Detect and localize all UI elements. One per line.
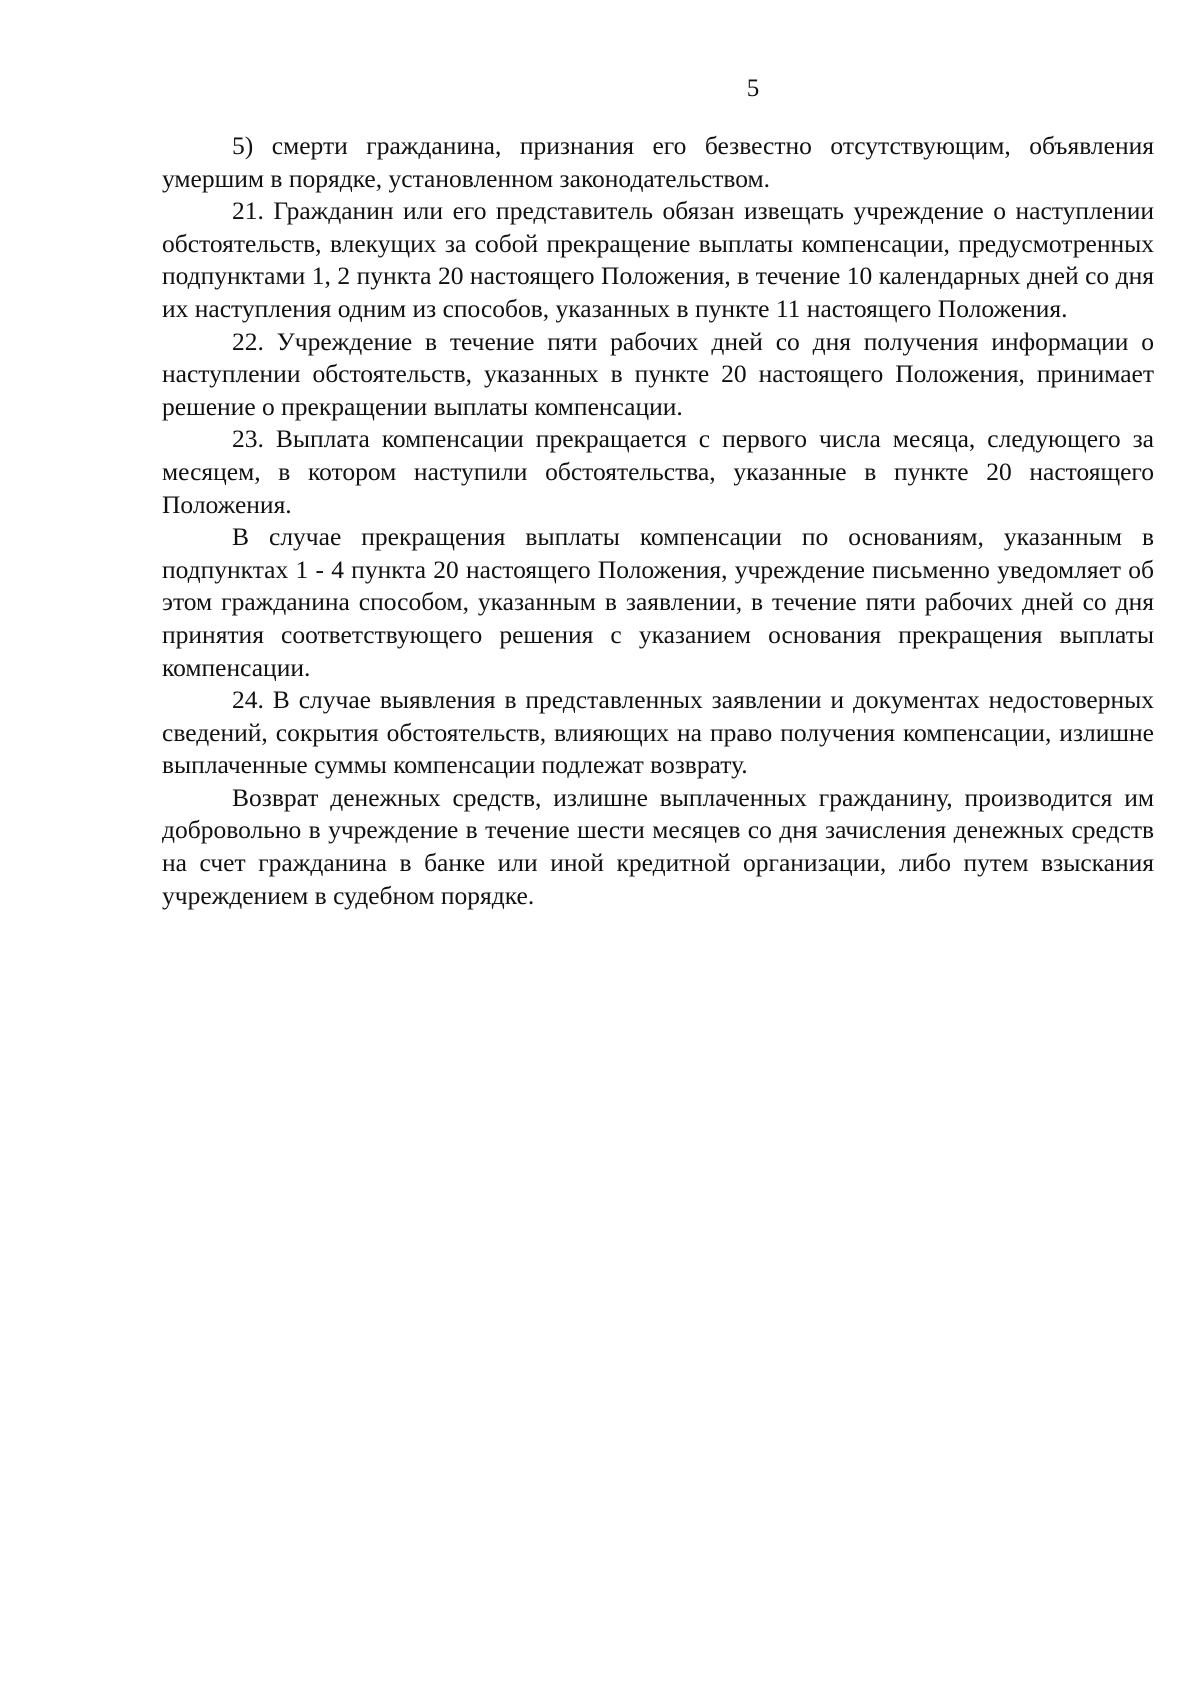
paragraph-refund: Возврат денежных средств, излишне выплаченных гражданину, производится им добровольно в учреждение в течение шести месяцев со дня зачисления денежных средств на счет гражданина в банке или иной кредитной организации, либо путем взыскания учреждением в судебном порядке. bbox=[162, 782, 1154, 910]
paragraph-item-23: 23. Выплата компенсации прекращается с первого числа месяца, следующего за месяцем, в котором наступили обстоятельства, указанные в пункте 20 настоящего Положения. bbox=[162, 424, 1154, 519]
paragraph-item-24: 24. В случае выявления в представленных заявлении и документах недостоверных сведений, сокрытия обстоятельств, влияющих на право получения компенсации, излишне выплаченные суммы компенсации подлежат возврату. bbox=[162, 685, 1154, 780]
paragraph-termination-notice: В случае прекращения выплаты компенсации по основаниям, указанным в подпунктах 1 - 4 пункта 20 настоящего Положения, учреждение письменно уведомляет об этом гражданина способом, указанным в заявлении, в течение пяти рабочих дней со дня принятия соответствующего решения с указанием основания прекращения выплаты компенсации. bbox=[162, 522, 1154, 682]
page-number: 5 bbox=[746, 75, 760, 102]
paragraph-item-21: 21. Гражданин или его представитель обязан извещать учреждение о наступлении обстоятельств, влекущих за собой прекращение выплаты компенсации, предусмотренных подпунктами 1, 2 пункта 20 настоящего Положения, в течение 10 календарных дней со дня их наступления одним из способов, указанных в пункте 11 настоящего Положения. bbox=[162, 196, 1154, 323]
paragraph-death-clause: 5) смерти гражданина, признания его безвестно отсутствующим, объявления умершим в порядке, установленном законодательством. bbox=[162, 131, 1154, 193]
paragraph-item-22: 22. Учреждение в течение пяти рабочих дней со дня получения информации о наступлении обстоятельств, указанных в пункте 20 настоящего Положения, принимает решение о прекращении выплаты компенсации. bbox=[162, 326, 1154, 421]
